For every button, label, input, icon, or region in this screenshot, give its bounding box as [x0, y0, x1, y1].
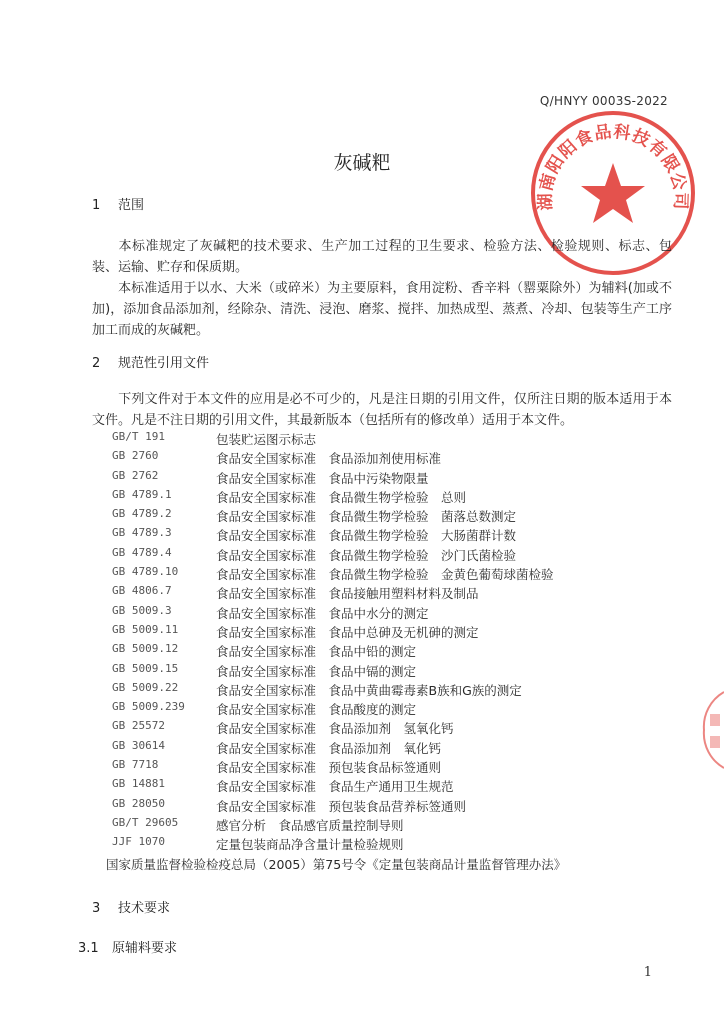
reference-title: 食品安全国家标准 食品微生物学检验 沙门氏菌检验: [216, 547, 517, 563]
reference-title: 食品安全国家标准 食品中污染物限量: [216, 470, 429, 486]
reference-code: GB/T 191: [112, 430, 165, 443]
section-number: 2: [92, 356, 101, 371]
reference-row: [112, 700, 672, 719]
reference-code: GB 4789.10: [112, 565, 179, 579]
scope-paragraph-2: 本标准适用于以水、大米（或碎米）为主要原料，食用淀粉、香辛料（罂粟除外）为辅料(加或不加)，添加食品添加剂，经除杂、清洗、浸泡、磨浆、搅拌、加热成型、蒸煮、冷却、包装等生产工序加工而成的灰碱粑。: [92, 281, 672, 338]
reference-code: GB/T 29605: [112, 815, 179, 829]
reference-row: [112, 469, 672, 488]
reference-row: [112, 816, 672, 835]
reference-code: GB 4789.1: [112, 487, 172, 501]
reference-title: 感官分析 食品感官质量控制导则: [216, 817, 404, 833]
reference-title: 食品安全国家标准 食品接触用塑料材料及制品: [216, 586, 479, 602]
scope-paragraph-1: 本标准规定了灰碱粑的技术要求、生产加工过程的卫生要求、检验方法、检验规则、标志、包装、运输、贮存和保质期。: [92, 239, 672, 275]
partial-seal-icon: [702, 690, 724, 770]
standard-code: Q/HNYY 0003S-2022: [539, 94, 668, 108]
reference-row: [112, 797, 672, 816]
reference-title: 食品安全国家标准 食品酸度的测定: [216, 702, 417, 718]
reference-code: GB 30614: [112, 738, 165, 752]
reference-row: [112, 449, 672, 468]
reference-row: [112, 565, 672, 584]
reference-row: [112, 546, 672, 565]
reference-code: GB 14881: [112, 777, 165, 791]
reference-title: 食品安全国家标准 食品中水分的测定: [216, 605, 429, 621]
normative-intro-paragraph: 下列文件对于本文件的应用是必不可少的，凡是注日期的引用文件，仅所注日期的版本适用于本文件。凡是不注日期的引用文件，其最新版本（包括所有的修改单）适用于本文件。: [92, 392, 672, 428]
reference-title: 食品安全国家标准 食品中总砷及无机砷的测定: [216, 624, 479, 640]
reference-row: [112, 719, 672, 738]
reference-title: 包装贮运图示标志: [216, 432, 317, 447]
reference-title: 食品安全国家标准 食品微生物学检验 大肠菌群计数: [216, 528, 517, 544]
reference-title: 食品安全国家标准 食品添加剂使用标准: [216, 451, 442, 467]
reference-row: [112, 739, 672, 758]
reference-code: GB 5009.15: [112, 661, 179, 675]
reference-row: [112, 584, 672, 603]
reference-code: GB 28050: [112, 796, 165, 810]
reference-row: [112, 488, 672, 507]
page-number: 1: [643, 965, 652, 980]
reference-row: [112, 662, 672, 681]
reference-code: GB 5009.239: [112, 700, 185, 714]
reference-code: JJF 1070: [112, 835, 165, 849]
reference-title: 食品安全国家标准 食品添加剂 氢氧化钙: [216, 721, 454, 737]
reference-title: 食品安全国家标准 预包装食品标签通则: [216, 760, 442, 776]
section-title: 规范性引用文件: [118, 356, 210, 371]
reference-title: 食品安全国家标准 食品微生物学检验 总则: [216, 489, 467, 505]
reference-row: [112, 681, 672, 700]
section-title: 技术要求: [118, 901, 171, 916]
reference-code: GB 25572: [112, 719, 165, 733]
reference-row: [112, 507, 672, 526]
reference-code: GB 4789.3: [112, 526, 172, 540]
section-number: 3: [92, 901, 101, 916]
section-title: 原辅料要求: [112, 941, 178, 956]
reference-code: GB 4806.7: [112, 584, 172, 598]
reference-code: GB 5009.11: [112, 622, 179, 636]
reference-row: [112, 758, 672, 777]
reference-code: GB 5009.12: [112, 642, 179, 656]
section-1-heading: [92, 194, 144, 213]
reference-code: GB 2760: [112, 449, 159, 463]
section-number: 3.1: [78, 941, 99, 956]
reference-title: 食品安全国家标准 预包装食品营养标签通则: [216, 798, 467, 814]
reference-list: [106, 430, 672, 874]
section-3-1-heading: [78, 937, 177, 956]
reference-row: [112, 777, 672, 796]
reference-code: GB 4789.4: [112, 545, 172, 559]
reference-title: 食品安全国家标准 食品微生物学检验 菌落总数测定: [216, 509, 517, 525]
section-number: 1: [92, 198, 101, 213]
reference-row: [112, 623, 672, 642]
document-title: 灰碱粑: [333, 152, 391, 174]
reference-code: GB 5009.3: [112, 603, 172, 617]
reference-code: GB 5009.22: [112, 680, 179, 694]
reference-row: [112, 604, 672, 623]
reference-row: [112, 526, 672, 545]
reference-title: 食品安全国家标准 食品中镉的测定: [216, 663, 417, 679]
reference-code: GB 7718: [112, 758, 159, 772]
reference-title: 定量包装商品净含量计量检验规则: [216, 837, 404, 853]
section-title: 范围: [118, 198, 145, 213]
seal-text: 湖南阳阳食品科技有限公司: [535, 121, 691, 211]
reference-title: 食品安全国家标准 食品生产通用卫生规范: [216, 779, 454, 795]
reference-row: [112, 642, 672, 661]
reference-row: [112, 835, 672, 854]
reference-row-tail: [106, 855, 672, 874]
reference-code: GB 2762: [112, 468, 159, 482]
reference-title: 食品安全国家标准 食品中铅的测定: [216, 644, 417, 660]
section-3-heading: [92, 897, 170, 916]
section-2-heading: [92, 352, 209, 371]
reference-title: 食品安全国家标准 食品中黄曲霉毒素B族和G族的测定: [216, 682, 522, 698]
reference-row: [112, 430, 672, 449]
reference-title: 食品安全国家标准 食品微生物学检验 金黄色葡萄球菌检验: [216, 567, 554, 583]
reference-title: 食品安全国家标准 食品添加剂 氧化钙: [216, 740, 442, 756]
reference-code: GB 4789.2: [112, 507, 172, 521]
reference-regulation: 国家质量监督检验检疫总局（2005）第75号令《定量包装商品计量监督管理办法》: [106, 856, 567, 872]
